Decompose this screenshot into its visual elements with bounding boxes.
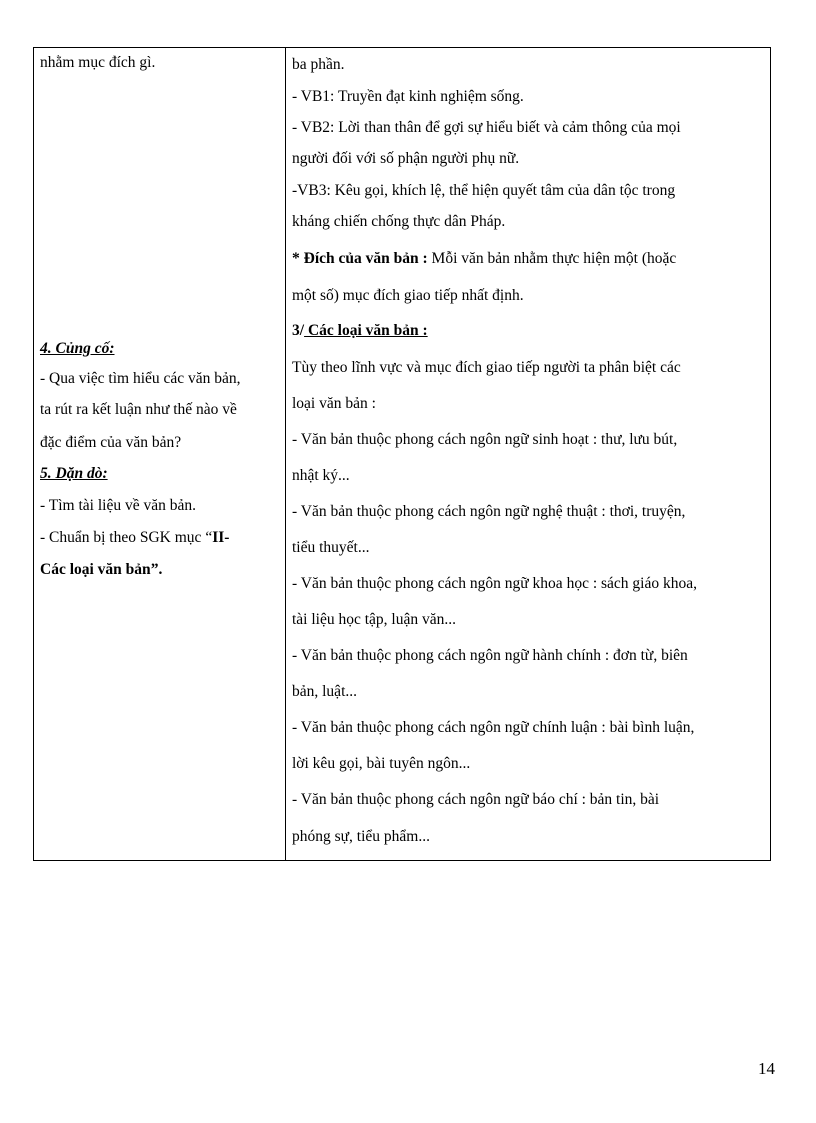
section5-line-1: - Tìm tài liệu về văn bản. (40, 497, 196, 514)
purpose-line-2: một số) mục đích giao tiếp nhất định. (292, 287, 524, 304)
left-intro-line: nhằm mục đích gì. (40, 54, 156, 71)
section3-line-11: - Văn bản thuộc phong cách ngôn ngữ chính luận : bài bình luận, (292, 719, 695, 736)
section3-line-3: - Văn bản thuộc phong cách ngôn ngữ sinh hoạt : thư, lưu bút, (292, 431, 678, 448)
section3-line-10: bản, luật... (292, 683, 357, 700)
column-divider (285, 48, 286, 860)
section4-line-1: - Qua việc tìm hiểu các văn bản, (40, 370, 241, 387)
right-line-6: kháng chiến chống thực dân Pháp. (292, 213, 506, 230)
section4-heading: 4. Củng cố: (40, 340, 115, 357)
section3-title: Các loại văn bản : (304, 322, 428, 339)
purpose-label: * Đích của văn bản : (292, 250, 428, 267)
section3-line-4: nhật ký... (292, 467, 350, 484)
section3-line-13: - Văn bản thuộc phong cách ngôn ngữ báo chí : bản tin, bài (292, 791, 660, 808)
lesson-table (33, 47, 771, 861)
page-number: 14 (758, 1059, 775, 1078)
section5-line-3 (40, 560, 162, 580)
section3-line-2: loại văn bản : (292, 395, 376, 412)
section4-line-2: ta rút ra kết luận như thế nào về (40, 401, 237, 418)
section3-line-5: - Văn bản thuộc phong cách ngôn ngữ nghệ thuật : thơi, truyện, (292, 503, 686, 520)
right-line-4: người đối với số phận người phụ nữ. (292, 150, 520, 167)
section3-number: 3/ (292, 322, 305, 339)
section3-line-8: tài liệu học tập, luận văn... (292, 611, 456, 628)
section3-heading (292, 321, 428, 341)
section5-line3-suffix: ”. (150, 561, 163, 578)
right-line-2: - VB1: Truyền đạt kinh nghiệm sống. (292, 88, 524, 105)
section3-line-1: Tùy theo lĩnh vực và mục đích giao tiếp người ta phân biệt các (292, 359, 681, 376)
section5-line2-prefix: - Chuẩn bị theo SGK mục “ (40, 529, 213, 546)
section5-line3-bold: Các loại văn bản (40, 561, 151, 578)
section3-line-12: lời kêu gọi, bài tuyên ngôn... (292, 755, 471, 772)
section3-line-6: tiểu thuyết... (292, 539, 370, 556)
section5-line-2 (40, 528, 229, 548)
purpose-line-1 (292, 249, 676, 269)
right-line-3: - VB2: Lời than thân để gợi sự hiểu biết và cảm thông của mọi (292, 119, 681, 136)
right-line-5: -VB3: Kêu gọi, khích lệ, thể hiện quyết tâm của dân tộc trong (292, 182, 676, 199)
section5-heading: 5. Dặn dò: (40, 465, 108, 482)
right-line-1: ba phần. (292, 56, 345, 73)
section3-line-14: phóng sự, tiểu phẩm... (292, 828, 430, 845)
section3-line-7: - Văn bản thuộc phong cách ngôn ngữ khoa học : sách giáo khoa, (292, 575, 697, 592)
section4-line-3: đặc điểm của văn bản? (40, 434, 182, 451)
purpose-text-1: Mỗi văn bản nhằm thực hiện một (hoặc (427, 250, 677, 267)
section3-line-9: - Văn bản thuộc phong cách ngôn ngữ hành chính : đơn từ, biên (292, 647, 688, 664)
section5-line2-bold: II- (212, 529, 230, 546)
